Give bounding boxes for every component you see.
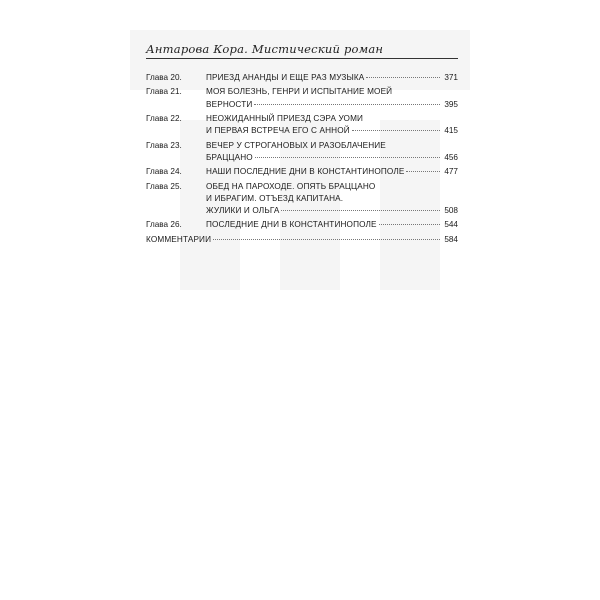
page-number: 544 bbox=[444, 220, 458, 230]
page-number: 456 bbox=[444, 152, 458, 162]
toc-line bbox=[206, 113, 458, 125]
toc-line bbox=[146, 234, 458, 246]
chapter-title bbox=[206, 72, 458, 84]
toc-entry-comments[interactable] bbox=[146, 234, 458, 246]
chapter-number: Глава 22. bbox=[146, 113, 182, 123]
chapter-title-line: ОБЕД НА ПАРОХОДЕ. ОПЯТЬ БРАЦЦАНО bbox=[206, 181, 376, 191]
chapter-title bbox=[206, 166, 458, 178]
chapter-title-line: МОЯ БОЛЕЗНЬ, ГЕНРИ И ИСПЫТАНИЕ МОЕЙ bbox=[206, 87, 393, 97]
toc-entry[interactable] bbox=[146, 140, 458, 164]
toc-line bbox=[206, 99, 458, 111]
chapter-title-line: И ИБРАГИМ. ОТЪЕЗД КАПИТАНА. bbox=[206, 193, 344, 203]
dot-leader bbox=[352, 129, 440, 131]
toc-line bbox=[206, 181, 458, 193]
toc-entry[interactable] bbox=[146, 86, 458, 110]
toc-line bbox=[206, 193, 458, 205]
toc-entry[interactable] bbox=[146, 181, 458, 218]
comments-label: КОММЕНТАРИИ bbox=[146, 234, 212, 244]
toc-entry[interactable] bbox=[146, 113, 458, 137]
page-number: 584 bbox=[444, 234, 458, 244]
toc-line bbox=[206, 86, 458, 98]
toc-line bbox=[206, 125, 458, 137]
chapter-number: Глава 20. bbox=[146, 73, 182, 82]
chapter-title-line: И ПЕРВАЯ ВСТРЕЧА ЕГО С АННОЙ bbox=[206, 126, 350, 136]
page-number: 371 bbox=[444, 73, 458, 82]
chapter-title bbox=[206, 113, 458, 137]
toc-line bbox=[206, 152, 458, 164]
chapter-title-line: ВЕЧЕР У СТРОГАНОВЫХ И РАЗОБЛАЧЕНИЕ bbox=[206, 140, 386, 150]
chapter-title-line: ЖУЛИКИ И ОЛЬГА bbox=[206, 205, 280, 215]
chapter-title-line: ВЕРНОСТИ bbox=[206, 99, 253, 109]
toc-line bbox=[206, 166, 458, 178]
running-title: Антарова Кора. Мистический роман bbox=[146, 42, 384, 56]
page-number: 477 bbox=[444, 167, 458, 177]
dot-leader bbox=[406, 170, 440, 172]
dot-leader bbox=[379, 223, 440, 225]
dot-leader bbox=[281, 209, 440, 211]
dot-leader bbox=[366, 76, 440, 78]
page-number: 508 bbox=[444, 205, 458, 215]
toc-entry[interactable] bbox=[146, 166, 458, 178]
toc-line bbox=[206, 72, 458, 84]
chapter-title-line: НЕОЖИДАННЫЙ ПРИЕЗД СЭРА УОМИ bbox=[206, 113, 364, 123]
toc-entry[interactable] bbox=[146, 219, 458, 231]
dot-leader bbox=[255, 156, 440, 158]
chapter-number: Глава 26. bbox=[146, 220, 182, 230]
page-number: 415 bbox=[444, 126, 458, 136]
page-number: 395 bbox=[444, 99, 458, 109]
toc-entry[interactable] bbox=[146, 72, 458, 84]
chapter-title bbox=[206, 86, 458, 110]
chapter-title-line: НАШИ ПОСЛЕДНИЕ ДНИ В КОНСТАНТИНОПОЛЕ bbox=[206, 167, 405, 177]
chapter-number: Глава 25. bbox=[146, 181, 182, 191]
chapter-title-line: БРАЦЦАНО bbox=[206, 152, 253, 162]
comments-title bbox=[146, 234, 458, 246]
chapter-title-line: ПОСЛЕДНИЕ ДНИ В КОНСТАНТИНОПОЛЕ bbox=[206, 220, 377, 230]
dot-leader bbox=[254, 103, 440, 105]
chapter-title bbox=[206, 219, 458, 231]
toc-line bbox=[206, 140, 458, 152]
toc-line bbox=[206, 205, 458, 217]
chapter-title-line: ПРИЕЗД АНАНДЫ И ЕЩЕ РАЗ МУЗЫКА bbox=[206, 73, 365, 82]
chapter-title bbox=[206, 140, 458, 164]
chapter-number: Глава 24. bbox=[146, 167, 182, 177]
table-of-contents bbox=[146, 72, 458, 248]
toc-line bbox=[206, 219, 458, 231]
dot-leader bbox=[213, 238, 440, 240]
chapter-title bbox=[206, 181, 458, 218]
header-rule bbox=[146, 58, 458, 59]
chapter-number: Глава 21. bbox=[146, 87, 182, 97]
chapter-number: Глава 23. bbox=[146, 140, 182, 150]
